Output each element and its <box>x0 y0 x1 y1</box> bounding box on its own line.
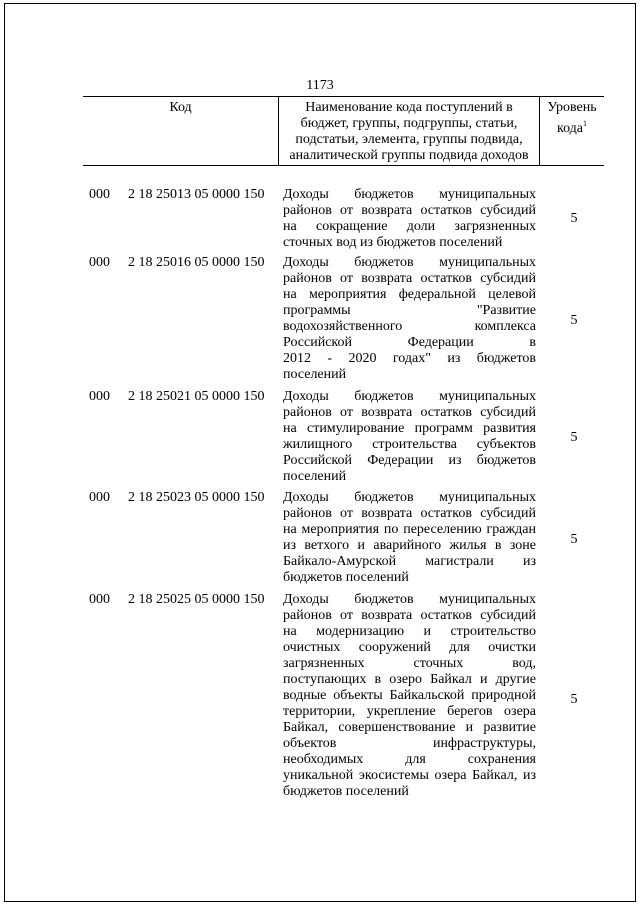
header-level-line1: Уровень <box>547 100 597 115</box>
admin-code: 000 <box>89 490 110 505</box>
desc-line: программы "Развитие <box>283 303 536 318</box>
code-level: 5 <box>570 211 578 226</box>
header-level-line2 <box>540 116 604 137</box>
desc-line: жилищного строительства субъектов <box>283 437 536 452</box>
desc-line: Российской Федерации из бюджетов <box>283 453 536 468</box>
row-description <box>283 255 536 383</box>
desc-line: на модернизацию и строительство <box>283 624 536 639</box>
desc-line: загрязненных сточных вод, <box>283 656 536 671</box>
desc-line: Доходы бюджетов муниципальных <box>283 255 536 270</box>
admin-code: 000 <box>89 389 110 404</box>
income-code: 2 18 25023 05 0000 150 <box>128 490 265 505</box>
desc-line: водные объекты Байкальской природной <box>283 688 536 703</box>
desc-line: поселений <box>283 469 347 484</box>
income-code: 2 18 25025 05 0000 150 <box>128 592 265 607</box>
desc-line: водохозяйственного комплекса <box>283 319 536 334</box>
row-description <box>283 389 536 485</box>
desc-line: очистных сооружений для очистки <box>283 640 536 655</box>
desc-line: на мероприятия по переселению граждан <box>283 522 536 537</box>
desc-line: бюджетов поселений <box>283 570 409 585</box>
desc-line: необходимых для сохранения <box>283 752 536 767</box>
desc-line: районов от возврата остатков субсидий <box>283 271 536 286</box>
desc-line: районов от возврата остатков субсидий <box>283 506 536 521</box>
desc-line: Доходы бюджетов муниципальных <box>283 592 536 607</box>
desc-line: поступающих в озеро Байкал и другие <box>283 672 536 687</box>
desc-line: из ветхого и аварийного жилья в зоне <box>283 538 536 553</box>
header-level-footnote: 1 <box>583 119 588 128</box>
code-level: 5 <box>570 532 578 547</box>
header-name <box>279 100 539 164</box>
desc-line: поселений <box>283 367 347 382</box>
code-level: 5 <box>570 430 578 445</box>
desc-line: на сокращение доли загрязненных <box>283 219 536 234</box>
header-level-text: кода <box>556 121 584 136</box>
page-number: 1173 <box>306 78 334 93</box>
header-name-line: аналитической группы подвида доходов <box>289 148 529 163</box>
header-level <box>540 100 604 137</box>
desc-line: уникальной экосистемы озера Байкал, из <box>283 768 536 783</box>
admin-code: 000 <box>89 592 110 607</box>
code-level: 5 <box>570 692 578 707</box>
code-level: 5 <box>570 313 578 328</box>
desc-line: районов от возврата остатков субсидий <box>283 608 536 623</box>
income-code: 2 18 25013 05 0000 150 <box>128 187 265 202</box>
desc-line: Доходы бюджетов муниципальных <box>283 389 536 404</box>
desc-line: районов от возврата остатков субсидий <box>283 405 536 420</box>
desc-line: Байкал, совершенствование и развитие <box>283 720 536 735</box>
header-name-line: бюджет, группы, подгруппы, статьи, <box>300 116 518 131</box>
desc-line: районов от возврата остатков субсидий <box>283 203 536 218</box>
row-description <box>283 187 536 251</box>
income-code: 2 18 25016 05 0000 150 <box>128 255 265 270</box>
desc-line: Доходы бюджетов муниципальных <box>283 490 536 505</box>
desc-line: Байкало-Амурской магистрали из <box>283 554 536 569</box>
admin-code: 000 <box>89 255 110 270</box>
desc-line: территории, укрепление берегов озера <box>283 704 536 719</box>
desc-line: сточных вод из бюджетов поселений <box>283 235 503 250</box>
header-code: Код <box>169 100 192 115</box>
header-bottom-rule <box>83 165 604 166</box>
desc-line: на мероприятия федеральной целевой <box>283 287 536 302</box>
admin-code: 000 <box>89 187 110 202</box>
header-top-rule <box>83 96 604 97</box>
header-name-line: подстатьи, элемента, группы подвида, <box>295 132 523 147</box>
desc-line: бюджетов поселений <box>283 784 409 799</box>
desc-line: объектов инфраструктуры, <box>283 736 536 751</box>
desc-line: Доходы бюджетов муниципальных <box>283 187 536 202</box>
desc-line: 2012 - 2020 годах" из бюджетов <box>283 351 536 366</box>
row-description <box>283 490 536 586</box>
desc-line: Российской Федерации в <box>283 335 536 350</box>
income-code: 2 18 25021 05 0000 150 <box>128 389 265 404</box>
row-description <box>283 592 536 800</box>
header-name-line: Наименование кода поступлений в <box>305 100 513 115</box>
desc-line: на стимулирование программ развития <box>283 421 536 436</box>
